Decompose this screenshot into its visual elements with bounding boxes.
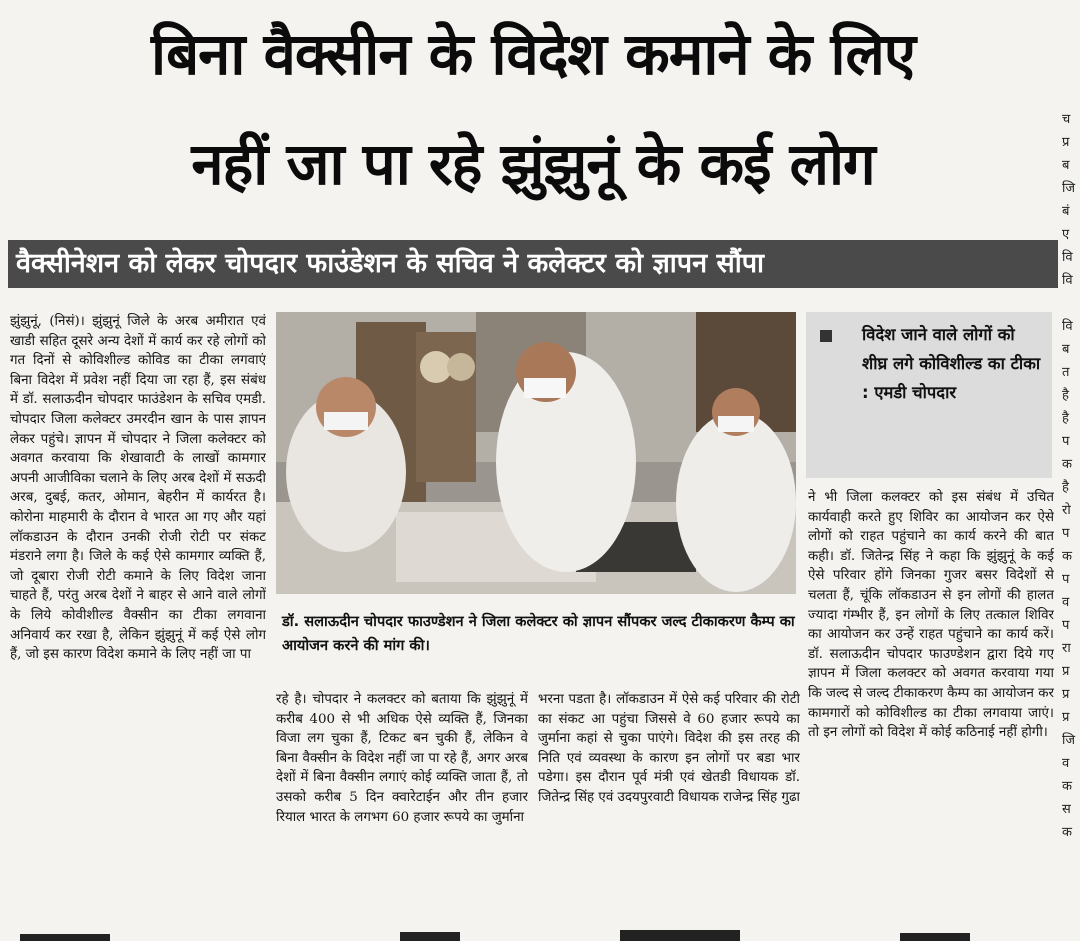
adjacent-article-edge: च प्र ब जि बं ए वि वि वि ब त है है प क है रो प क प व प रा प्र प्र प्र जि व क स क [1062,112,1076,840]
highlight-text: विदेश जाने वाले लोगों को शीघ्र लगे कोविशील्ड का टीका : एमडी चोपदार [862,325,1041,402]
headline-line-1: बिना वैक्सीन के विदेश कमाने के लिए [151,20,915,88]
photo-illustration [276,312,796,594]
next-article-cutoff [0,918,1080,941]
headline-line-2: नहीं जा पा रहे झुंझुनूं के कई लोग [191,130,875,198]
subheadline-bar: वैक्सीनेशन को लेकर चोपदार फाउंडेशन के सचिव ने कलेक्टर को ज्ञापन सौंपा [8,240,1058,288]
article-column-2: रहे है। चोपदार ने कलक्टर को बताया कि झुंझुनूं में करीब 400 से भी अधिक ऐसे व्यक्ति हैं, जिनका विजा लग चुका हैं, टिकट बन चुकी हैं, लेकिन वे बिना वैक्सीन के विदेश नहीं जा पा रहे हैं, अगर अरब देशों में बिना वैक्सीन लगाएं कोई व्यक्ति जाता हैं, तो उसको करीब 5 दिन क्वारेटाईन और तीन हजार रियाल भारत के लगभग 60 हजार रूपये का जुर्माना [276,692,528,825]
bullet-square-icon [820,330,832,342]
news-photo [276,312,796,594]
article-column-3: भरना पडता है। लॉकडाउन में ऐसे कई परिवार की रोटी का संकट आ पहुंचा जिससे वे 60 हजार रूपये का जुर्माना कहां से चुका पाएंगे। विदेश की इस तरह की निति एवं व्यवस्था के कारण इन लोगों पर बडा भार पडेगा। इस दौरान पूर्व मंत्री एवं खेतडी विधायक डॉ. जितेन्द्र सिंह एवं उदयपुरवाटी विधायक राजेन्द्र सिंह गुढा [538,692,800,805]
photo-caption: डॉ. सलाऊदीन चोपदार फाउण्डेशन ने जिला कलेक्टर को ज्ञापन सौंपकर जल्द टीकाकरण कैम्प का आयोजन करने की मांग की। [282,613,795,654]
article-column-1: झुंझुनूं, (निसं)। झुंझुनूं जिले के अरब अमीरात एवं खाडी सहित दूसरे अन्य देशों में कार्य कर रहे लोगों को गत दिनों से कोविशील्ड कोविड का टीका लगवाएं बिना विदेश में प्रवेश नहीं दिया जा रहा हैं, इस संबंध में डॉ. सलाऊदीन चोपदार फाउंडेशन के सचिव एमडी. चोपदार जिला कलेक्टर उमरदीन खान के पास ज्ञापन लेकर पहुंचे। ज्ञापन में चोपदार ने जिला कलेक्टर को अवगत करवाया कि शेखावाटी के लाखों कामगार अपनी आजीविका चलाने के लिए अरब देशों में सऊदी अरब, दुबई, कतर, ओमान, बेहरीन में कार्यरत है। कोरोना माहमारी के दौरान वे भारत आ गए और यहां लॉकडाउन के दौरान उनकी रोजी रोटी पर संकट मंडराने लगा है। जिले के कई ऐसे कामगार व्यक्ति हैं, जो दूबारा रोजी रोटी कमाने के लिए विदेश जाना चाहते हैं, परंतु अरब देशों ने बाहर से आने वाले लोगों के लिये कोवीशील्ड वैक्सीन का टीका लगवाना अनिवार्य कर रखा है, लेकिन झुंझुनूं में कई ऐसे लोग हैं, जो इस कारण विदेश कमाने के लिए नहीं जा पा [10,314,266,663]
article-column-4: ने भी जिला कलक्टर को इस संबंध में उचित कार्यवाही करते हुए शिविर का आयोजन कर ऐसे लोगों को राहत पहुंचाने का कार्य करने की बात कही। डॉ. जितेन्द्र सिंह ने कहा कि झुंझुनूं के कई ऐसे परिवार होंगे जिनका गुजर बसर विदेशों से चलता हैं, चूंकि लॉकडाउन से इन लोगों की हालत ज्यादा गंम्भीर हैं, इन लोगों के लिए तत्काल शिविर का आयोजन कर उन्हें राहत पहुंचाने का कार्य करें। डॉ. सलाऊदीन चोपदार फाउण्डेशन द्वारा दिये गए ज्ञापन में जिला कलक्टर को अवगत करवाया गया कि जल्द से जल्द टीकाकरण कैम्प का आयोजन कर कामगारों को कोविशील्ड का टीका लगवाया जाएं। तो इन लोगों को विदेश में कोई कठिनाई नहीं होगी। [808,490,1054,741]
highlight-box [806,312,1052,478]
